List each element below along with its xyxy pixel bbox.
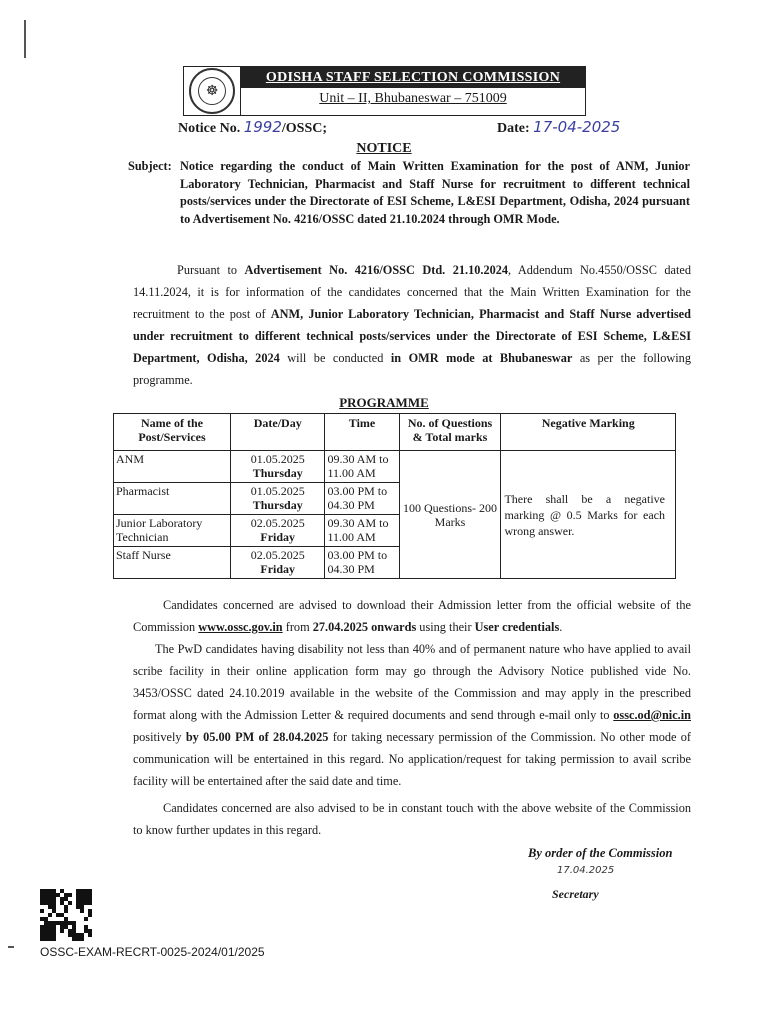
table-row: ANM 01.05.2025 Thursday 09.30 AM to 11.00 AM 100 Questions- 200 Marks There shall be a negative marking @ 0.5 Marks for each wrong answer. <box>114 451 676 483</box>
email-link[interactable]: ossc.od@nic.in <box>613 708 691 722</box>
programme-table <box>113 413 676 579</box>
emblem-icon: ☸ <box>189 68 235 114</box>
notice-heading: NOTICE <box>356 141 412 156</box>
scan-margin-dash <box>8 946 14 948</box>
emblem-box <box>184 67 241 115</box>
org-address: Unit – II, Bhubaneswar – 751009 <box>319 91 507 106</box>
col-header-questions: No. of Questions & Total marks <box>399 414 501 451</box>
notice-number-line: Notice No. 1992/OSSC; <box>178 118 328 136</box>
secretary-designation: Secretary <box>552 887 599 901</box>
col-header-post: Name of the Post/Services <box>114 414 231 451</box>
scan-margin-mark <box>24 20 26 58</box>
qr-code-icon <box>40 889 92 941</box>
notice-date-line: Date: 17-04-2025 <box>497 118 621 136</box>
subject-text: Notice regarding the conduct of Main Written Examination for the post of ANM, Junior Laboratory Technician, Pharmacist and Staff Nurse for recruitment to different technical posts/services under the Directorate of ESI Scheme, L&ESI Department, Odisha, 2024 pursuant to Advertisement No. 4216/OSSC dated 21.10.2024 through OMR Mode. <box>180 159 690 226</box>
signature-date-handwritten: 17.04.2025 <box>557 865 615 876</box>
col-header-time: Time <box>325 414 399 451</box>
paragraph-admission-letter: Candidates concerned are advised to download their Admission letter from the official website of the Commission www.ossc.gov.in from 27.04.2025 onwards using their User credentials. <box>133 598 691 634</box>
paragraph-pwd-scribe: The PwD candidates having disability not less than 40% and of permanent nature who have applied to avail scribe facility in their online application form may go through the Advisory Notice published vide No. 3453/OSSC dated 24.10.2019 available in the website of the Commission and may apply in the prescribed format along with the Admission Letter & required documents and send through e-mail only to ossc.od@nic.in positively by 05.00 PM of 28.04.2025 for taking necessary permission of the Commission. No other mode of communication will be entertained in this regard. No application/request for taking permission to avail scribe facility will be entertained after the said date and time. <box>133 642 691 788</box>
table-header-row <box>114 414 676 451</box>
col-header-date: Date/Day <box>230 414 324 451</box>
table-row: Junior Laboratory Technician 02.05.2025 Friday 09.30 AM to 11.00 AM <box>114 515 676 547</box>
table-row: Staff Nurse 02.05.2025 Friday 03.00 PM to 04.30 PM <box>114 547 676 579</box>
subject-block <box>128 158 690 228</box>
notice-date-handwritten: 17-04-2025 <box>533 118 621 136</box>
org-name: ODISHA STAFF SELECTION COMMISSION <box>241 67 585 88</box>
letterhead <box>183 66 586 116</box>
by-order-text: By order of the Commission <box>528 846 673 860</box>
document-reference: OSSC-EXAM-RECRT-0025-2024/01/2025 <box>40 945 265 959</box>
subject-label: Subject: <box>128 159 172 173</box>
questions-cell: 100 Questions- 200 Marks <box>399 451 501 579</box>
website-link[interactable]: www.ossc.gov.in <box>198 620 283 634</box>
col-header-negative: Negative Marking <box>501 414 676 451</box>
notice-number-handwritten: 1992 <box>243 118 282 136</box>
negative-marking-cell: There shall be a negative marking @ 0.5 Marks for each wrong answer. <box>501 451 676 579</box>
table-row: Pharmacist 01.05.2025 Thursday 03.00 PM to 04.30 PM <box>114 483 676 515</box>
paragraph-pursuant: Pursuant to Advertisement No. 4216/OSSC Dtd. 21.10.2024, Addendum No.4550/OSSC dated 14.11.2024, it is for information of the candidates concerned that the Main Written Examination for the recruitment to the post of ANM, Junior Laboratory Technician, Pharmacist and Staff Nurse advertised under recruitment to different technical posts/services under the Directorate of ESI Scheme, L&ESI Department, Odisha, 2024 will be conducted in OMR mode at Bhubaneswar as per the following programme. <box>133 263 691 387</box>
programme-heading: PROGRAMME <box>339 395 429 410</box>
paragraph-updates: Candidates concerned are also advised to be in constant touch with the above website of the Commission to know further updates in this regard. <box>133 801 691 837</box>
